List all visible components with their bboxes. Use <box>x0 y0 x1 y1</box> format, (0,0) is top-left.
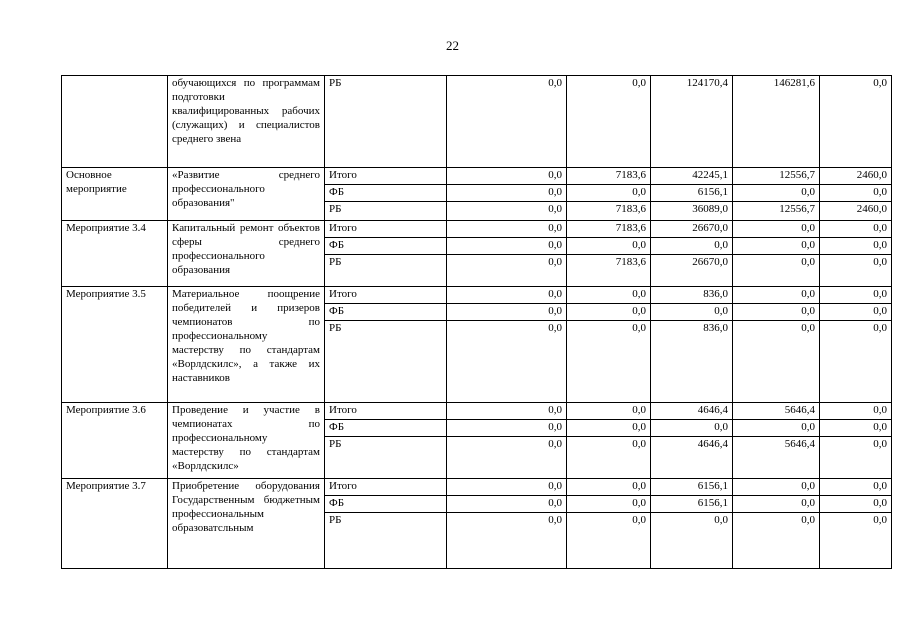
value-cell: 0,0 <box>651 420 733 437</box>
funding-source: ФБ <box>325 185 447 202</box>
measure-name: Мероприятие 3.5 <box>62 287 168 403</box>
value-cell: 5646,4 <box>733 403 820 420</box>
value-cell: 0,0 <box>447 479 567 496</box>
value-cell: 0,0 <box>447 403 567 420</box>
value-cell: 4646,4 <box>651 403 733 420</box>
value-cell: 42245,1 <box>651 168 733 185</box>
value-cell: 0,0 <box>447 238 567 255</box>
value-cell: 0,0 <box>820 238 892 255</box>
value-cell: 0,0 <box>567 403 651 420</box>
value-cell: 0,0 <box>447 321 567 403</box>
budget-table-body <box>62 76 892 569</box>
value-cell: 0,0 <box>820 420 892 437</box>
value-cell: 836,0 <box>651 287 733 304</box>
measure-name <box>62 76 168 168</box>
value-cell: 0,0 <box>567 479 651 496</box>
value-cell: 0,0 <box>820 185 892 202</box>
value-cell: 0,0 <box>567 420 651 437</box>
value-cell: 2460,0 <box>820 202 892 221</box>
value-cell: 0,0 <box>820 321 892 403</box>
value-cell: 0,0 <box>447 304 567 321</box>
measure-description: Приобретение оборудования Государственным бюджетным профессиональным образоватсльным <box>168 479 325 569</box>
value-cell: 0,0 <box>820 76 892 168</box>
funding-source: РБ <box>325 202 447 221</box>
value-cell: 0,0 <box>567 496 651 513</box>
value-cell: 0,0 <box>820 513 892 569</box>
table-row <box>62 479 892 496</box>
funding-source: РБ <box>325 321 447 403</box>
value-cell: 6156,1 <box>651 496 733 513</box>
measure-description: «Развитие среднего профессионального образования" <box>168 168 325 221</box>
table-row <box>62 221 892 238</box>
value-cell: 0,0 <box>733 496 820 513</box>
value-cell: 0,0 <box>447 437 567 479</box>
value-cell: 0,0 <box>567 287 651 304</box>
value-cell: 0,0 <box>733 304 820 321</box>
measure-description: обучающихся по программам подготовки квалифицированных рабочих (служащих) и специалистов среднего звена <box>168 76 325 168</box>
value-cell: 0,0 <box>567 185 651 202</box>
value-cell: 7183,6 <box>567 255 651 287</box>
value-cell: 0,0 <box>733 420 820 437</box>
value-cell: 0,0 <box>820 304 892 321</box>
funding-source: РБ <box>325 437 447 479</box>
funding-source: ФБ <box>325 304 447 321</box>
value-cell: 0,0 <box>733 185 820 202</box>
value-cell: 6156,1 <box>651 185 733 202</box>
measure-description: Капитальный ремонт объектов сферы среднего профессионального образования <box>168 221 325 287</box>
value-cell: 0,0 <box>651 304 733 321</box>
table-row <box>62 287 892 304</box>
value-cell: 0,0 <box>447 202 567 221</box>
funding-source: Итого <box>325 221 447 238</box>
value-cell: 0,0 <box>447 287 567 304</box>
value-cell: 12556,7 <box>733 168 820 185</box>
value-cell: 0,0 <box>447 513 567 569</box>
funding-source: РБ <box>325 513 447 569</box>
value-cell: 836,0 <box>651 321 733 403</box>
value-cell: 26670,0 <box>651 221 733 238</box>
value-cell: 0,0 <box>567 437 651 479</box>
value-cell: 124170,4 <box>651 76 733 168</box>
funding-source: ФБ <box>325 238 447 255</box>
value-cell: 5646,4 <box>733 437 820 479</box>
value-cell: 0,0 <box>567 304 651 321</box>
value-cell: 36089,0 <box>651 202 733 221</box>
funding-source: РБ <box>325 76 447 168</box>
value-cell: 0,0 <box>820 221 892 238</box>
value-cell: 0,0 <box>820 496 892 513</box>
value-cell: 0,0 <box>567 321 651 403</box>
value-cell: 0,0 <box>820 255 892 287</box>
funding-source: ФБ <box>325 496 447 513</box>
value-cell: 0,0 <box>567 513 651 569</box>
table-row <box>62 403 892 420</box>
value-cell: 0,0 <box>733 255 820 287</box>
value-cell: 146281,6 <box>733 76 820 168</box>
value-cell: 0,0 <box>447 76 567 168</box>
measure-description: Материальное поощрение победителей и призеров чемпионатов по профессиональному мастерству по стандартам «Ворлдскилс», а также их наставников <box>168 287 325 403</box>
value-cell: 12556,7 <box>733 202 820 221</box>
value-cell: 2460,0 <box>820 168 892 185</box>
value-cell: 0,0 <box>567 76 651 168</box>
value-cell: 0,0 <box>651 513 733 569</box>
measure-name: Мероприятие 3.6 <box>62 403 168 479</box>
value-cell: 0,0 <box>651 238 733 255</box>
value-cell: 4646,4 <box>651 437 733 479</box>
value-cell: 0,0 <box>733 238 820 255</box>
funding-source: Итого <box>325 168 447 185</box>
measure-description: Проведение и участие в чемпионатах по профессиональному мастерству по стандартам «Ворлдскилс» <box>168 403 325 479</box>
value-cell: 7183,6 <box>567 168 651 185</box>
value-cell: 0,0 <box>820 287 892 304</box>
value-cell: 0,0 <box>447 221 567 238</box>
measure-name: Основное мероприятие <box>62 168 168 221</box>
funding-source: Итого <box>325 287 447 304</box>
measure-name: Мероприятие 3.7 <box>62 479 168 569</box>
value-cell: 0,0 <box>447 255 567 287</box>
value-cell: 0,0 <box>447 185 567 202</box>
funding-source: Итого <box>325 479 447 496</box>
value-cell: 0,0 <box>447 420 567 437</box>
table-row <box>62 76 892 168</box>
value-cell: 0,0 <box>733 479 820 496</box>
value-cell: 26670,0 <box>651 255 733 287</box>
value-cell: 0,0 <box>733 513 820 569</box>
value-cell: 7183,6 <box>567 202 651 221</box>
table-row <box>62 168 892 185</box>
funding-source: РБ <box>325 255 447 287</box>
funding-source: ФБ <box>325 420 447 437</box>
value-cell: 7183,6 <box>567 221 651 238</box>
value-cell: 6156,1 <box>651 479 733 496</box>
value-cell: 0,0 <box>820 403 892 420</box>
value-cell: 0,0 <box>567 238 651 255</box>
page-number: 22 <box>446 38 459 53</box>
value-cell: 0,0 <box>820 437 892 479</box>
value-cell: 0,0 <box>733 221 820 238</box>
value-cell: 0,0 <box>733 287 820 304</box>
budget-table <box>61 75 892 569</box>
funding-source: Итого <box>325 403 447 420</box>
value-cell: 0,0 <box>820 479 892 496</box>
value-cell: 0,0 <box>733 321 820 403</box>
value-cell: 0,0 <box>447 496 567 513</box>
measure-name: Мероприятие 3.4 <box>62 221 168 287</box>
value-cell: 0,0 <box>447 168 567 185</box>
